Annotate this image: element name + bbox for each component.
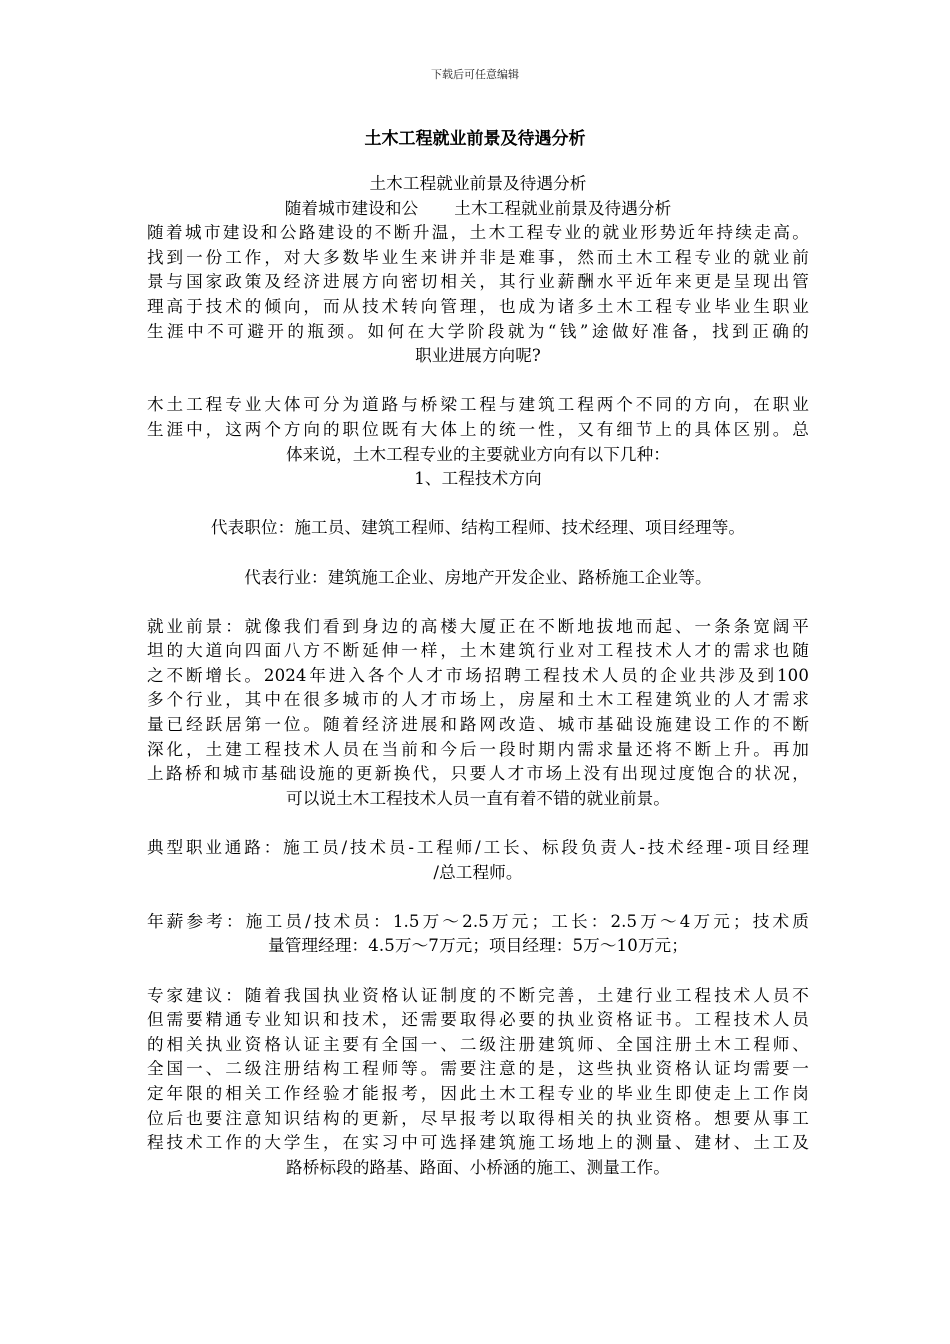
paragraph-line: 体来说，土木工程专业的主要就业方向有以下几种：: [286, 444, 670, 464]
paragraph-line: 之不断增长。2024年进入各个人才市场招聘工程技术人员的企业共涉及到100: [147, 665, 809, 685]
paragraph-line: 职业进展方向呢?: [415, 346, 541, 366]
paragraph-line: 全国一、二级注册结构工程师等。需要注意的是，这些执业资格认证均需要一: [147, 1059, 809, 1079]
directions-paragraph: [147, 393, 809, 467]
paragraph-line: 位后也要注意知识结构的更新，尽早报考以取得相关的执业资格。想要从事工: [147, 1108, 809, 1128]
paragraph-line: 多个行业，其中在很多城市的人才市场上，房屋和土木工程建筑业的人才需求: [147, 690, 809, 710]
intro-paragraph: [147, 221, 809, 369]
paragraph-line: 可以说土木工程技术人员一直有着不错的就业前景。: [286, 788, 670, 808]
paragraph-line: /总工程师。: [433, 862, 523, 882]
paragraph-line: 量管理经理：4.5万～7万元；项目经理：5万～10万元；: [268, 936, 688, 956]
paragraph-line: 景与国家政策及经济进展方向密切相关，其行业薪酬水平近年来更是呈现出管: [147, 272, 809, 292]
industries-line: 代表行业：建筑施工企业、房地产开发企业、路桥施工企业等。: [244, 567, 712, 587]
body-text: [147, 172, 809, 1180]
paragraph-line: 上路桥和城市基础设施的更新换代，只要人才市场上没有出现过度饱合的状况，: [147, 764, 809, 784]
paragraph-line: 程技术工作的大学生，在实习中可选择建筑施工场地上的测量、建材、土工及: [147, 1133, 809, 1153]
salary-paragraph: [147, 910, 809, 959]
paragraph-line: 生涯中，这两个方向的职位既有大体上的统一性，又有细节上的具体区别。总: [147, 419, 809, 439]
advice-paragraph: [147, 984, 809, 1181]
paragraph-line: 典型职业通路：施工员/技术员-工程师/工长、标段负责人-技术经理-项目经理: [147, 838, 809, 858]
header-note: 下载后可任意编辑: [431, 68, 519, 81]
paragraph-line: 理高于技术的倾向，而从技术转向管理，也成为诸多土木工程专业毕业生职业: [147, 296, 809, 316]
paragraph-line: 生涯中不可避开的瓶颈。如何在大学阶段就为“钱”途做好准备，找到正确的: [147, 321, 809, 341]
paragraph-line: 但需要精通专业知识和技术，还需要取得必要的执业资格证书。工程技术人员: [147, 1010, 809, 1030]
section-heading: 1、工程技术方向: [414, 469, 542, 489]
paragraph-line: 路桥标段的路基、路面、小桥涵的施工、测量工作。: [286, 1157, 670, 1177]
document-title: 土木工程就业前景及待遇分析: [364, 129, 586, 149]
paragraph-line: 专家建议：随着我国执业资格认证制度的不断完善，土建行业工程技术人员不: [147, 985, 809, 1005]
paragraph-line: 找到一份工作，对大多数毕业生来讲并非是难事，然而土木工程专业的就业前: [147, 247, 809, 267]
paragraph-line: 年薪参考：施工员/技术员：1.5万～2.5万元；工长：2.5万～4万元；技术质: [147, 911, 809, 931]
subtitle-repeat: [147, 197, 809, 222]
subtitle-repeat-right: 土木工程就业前景及待遇分析: [454, 198, 672, 218]
subtitle: 土木工程就业前景及待遇分析: [369, 174, 587, 193]
paragraph-line: 量已经跃居第一位。随着经济进展和路网改造、城市基础设施建设工作的不断: [147, 715, 809, 735]
prospect-paragraph: [147, 615, 809, 812]
career-path-paragraph: [147, 836, 809, 885]
paragraph-line: 的相关执业资格认证主要有全国一、二级注册建筑师、全国注册土木工程师、: [147, 1034, 809, 1054]
paragraph-line: 木土工程专业大体可分为道路与桥梁工程与建筑工程两个不同的方向，在职业: [147, 395, 809, 415]
paragraph-line: 就业前景：就像我们看到身边的高楼大厦正在不断地拔地而起、一条条宽阔平: [147, 616, 809, 636]
paragraph-line: 随着城市建设和公路建设的不断升温，土木工程专业的就业形势近年持续走高。: [147, 223, 809, 243]
subtitle-repeat-left: 随着城市建设和公: [284, 198, 419, 218]
paragraph-line: 深化，土建工程技术人员在当前和今后一段时期内需求量还将不断上升。再加: [147, 739, 809, 759]
positions-line: 代表职位：施工员、建筑工程师、结构工程师、技术经理、项目经理等。: [210, 518, 746, 538]
paragraph-line: 坦的大道向四面八方不断延伸一样，土木建筑行业对工程技术人才的需求也随: [147, 641, 809, 661]
paragraph-line: 定年限的相关工作经验才能报考，因此土木工程专业的毕业生即使走上工作岗: [147, 1083, 809, 1103]
